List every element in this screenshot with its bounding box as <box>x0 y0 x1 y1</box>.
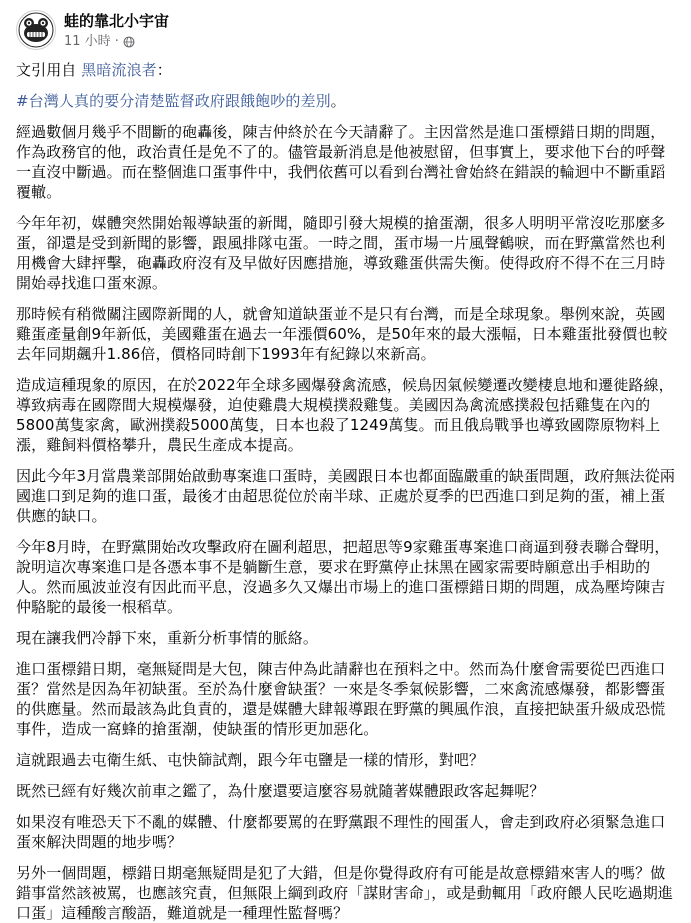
post-header <box>16 0 675 56</box>
paragraph-11: 如果沒有唯恐天下不亂的媒體、什麼都要罵的在野黨跟不理性的囤蛋人，會走到政府必須緊急進口蛋來解決問題的地步嗎？ <box>16 813 666 851</box>
paragraph-9: 這就跟過去屯衛生紙、屯快篩試劑，跟今年屯鹽是一樣的情形，對吧？ <box>16 751 485 769</box>
hashtag-line <box>16 91 675 111</box>
paragraph-5: 因此今年3月當農業部開始啟動專案進口蛋時，美國跟日本也都面臨嚴重的缺蛋問題，政府無法從兩國進口到足夠的進口蛋，最後才由超思從位於南半球、正處於夏季的巴西進口到足夠的蛋，補上蛋供應的缺口。 <box>16 467 675 525</box>
frog-logo-icon <box>18 12 54 48</box>
paragraph-8: 進口蛋標錯日期，毫無疑問是大包，陳吉仲為此請辭也在預料之中。然而為什麼會需要從巴西進口蛋？當然是因為年初缺蛋。至於為什麼會缺蛋？一來是冬季氣候影響，二來禽流感爆發，都影響蛋的供應量。然而最該為此負責的，還是媒體大肆報導跟在野黨的興風作浪，直接把缺蛋升級成恐慌事件，造成一窩蜂的搶蛋潮，使缺蛋的情形更加惡化。 <box>16 660 666 738</box>
paragraph-10: 既然已經有好幾次前車之鑑了，為什麼還要這麼容易就隨著媒體跟政客起舞呢？ <box>16 782 545 800</box>
quote-line <box>16 60 675 80</box>
meta-separator: · <box>114 34 119 49</box>
post-subline <box>64 34 169 50</box>
globe-icon[interactable] <box>123 36 135 48</box>
paragraph-3: 那時候有稍微關注國際新聞的人，就會知道缺蛋並不是只有台灣，而是全球現象。舉例來說，英國雞蛋產量創9年新低，美國雞蛋在過去一年漲價60%，是50年來的最大漲幅，日本雞蛋批發價也較去年同期飆升1.86倍，價格同時創下1993年有紀錄以來新高。 <box>16 305 668 363</box>
post-timestamp[interactable]: 11 小時 <box>64 34 111 49</box>
paragraph-4: 造成這種現象的原因，在於2022年全球多國爆發禽流感，候鳥因氣候變遷改變棲息地和遷徙路線，導致病毒在國際間大規模爆發，迫使雞農大規模撲殺雞隻。美國因為禽流感撲殺包括雞隻在內的5800萬隻家禽，歐洲撲殺5000萬隻，日本也殺了1249萬隻。而且俄烏戰爭也導致國際原物料上漲，雞飼料價格攀升，農民生產成本提高。 <box>16 376 674 454</box>
hashtag-link[interactable]: #台灣人真的要分清楚監督政府跟餓飽吵的差別 <box>16 92 331 110</box>
paragraph-12: 另外一個問題，標錯日期毫無疑問是犯了大錯，但是你覺得政府有可能是故意標錯來害人的嗎？做錯事當然該被罵，也應該究責，但無限上綱到政府「謀財害命」，或是動輒用「政府餵人民吃過期進口蛋」這種酸言酸語，難道就是一種理性監督嗎？ <box>16 864 673 922</box>
quote-prefix: 文引用自 <box>16 61 82 79</box>
page-name-link[interactable]: 蛙的靠北小宇宙 <box>64 12 170 30</box>
post-meta <box>64 10 169 50</box>
hashtag-suffix: 。 <box>330 92 346 110</box>
paragraph-1: 經過數個月幾乎不間斷的砲轟後，陳吉仲終於在今天請辭了。主因當然是進口蛋標錯日期的問題，作為政務官的他，政治責任是免不了的。儘管最新消息是他被慰留，但事實上，要求他下台的呼聲一直沒中斷過。而在整個進口蛋事件中，我們依舊可以看到台灣社會始終在錯誤的輪迴中不斷重蹈覆轍。 <box>16 123 666 201</box>
paragraph-7: 現在讓我們冷靜下來，重新分析事情的脈絡。 <box>16 629 319 647</box>
post-body <box>16 60 675 923</box>
paragraph-6: 今年8月時，在野黨開始改攻擊政府在圖利超思，把超思等9家雞蛋專案進口商逼到發表聯合聲明，說明這次專案進口是各憑本事不是躺斷生意，要求在野黨停止抹黑在國家需要時願意出手相助的人。然而風波並沒有因此而平息，沒過多久又爆出市場上的進口蛋標錯日期的問題，成為壓垮陳吉仲駱駝的最後一根稻草。 <box>16 538 670 616</box>
quote-author-link[interactable]: 黑暗流浪者 <box>81 61 157 79</box>
paragraph-2: 今年年初，媒體突然開始報導缺蛋的新聞，隨即引發大規模的搶蛋潮，很多人明明平常沒吃那麼多蛋，卻還是受到新聞的影響，跟風排隊屯蛋。一時之間，蛋市場一片風聲鶴唳，而在野黨當然也利用機會大肆抨擊，砲轟政府沒有及早做好因應措施，導致雞蛋供需失衡。使得政府不得不在三月時開始尋找進口蛋來源。 <box>16 214 666 292</box>
quote-suffix: ： <box>156 61 172 79</box>
page-avatar[interactable] <box>16 10 56 50</box>
